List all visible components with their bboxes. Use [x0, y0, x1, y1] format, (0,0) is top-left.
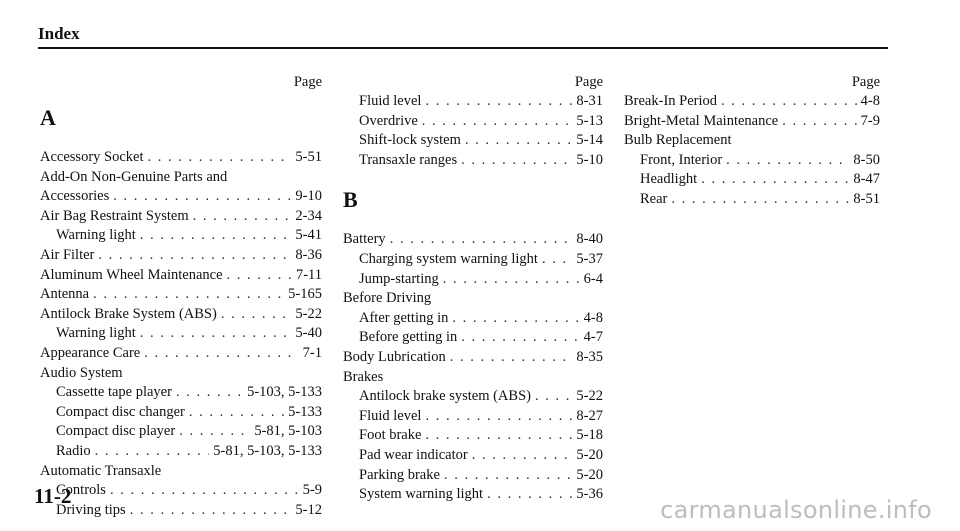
index-entry: [40, 442, 322, 462]
index-entry: [40, 285, 322, 305]
index-entry: [40, 383, 322, 403]
dot-leader: [452, 309, 579, 329]
index-entry: [624, 131, 880, 151]
index-entry-list: [343, 230, 603, 504]
index-entry-label: Shift-lock system: [359, 132, 461, 149]
index-entry-label: Front, Interior: [640, 151, 723, 168]
index-entry: [343, 230, 603, 250]
index-entry-label: Overdrive: [359, 112, 418, 129]
index-entry-label: Warning light: [56, 227, 136, 244]
index-entry: [343, 309, 603, 329]
index-entry: [40, 501, 322, 521]
index-column-1: [40, 72, 322, 520]
index-entry-label: Antilock Brake System (ABS): [40, 305, 217, 322]
index-entry: [343, 151, 603, 171]
index-entry-list: [40, 148, 322, 520]
dot-leader: [98, 246, 291, 266]
index-entry-label: Body Lubrication: [343, 348, 446, 365]
index-entry: [40, 226, 322, 246]
index-entry: [343, 289, 603, 309]
index-entry-page: 8-31: [576, 93, 603, 109]
index-entry-label: Brakes: [343, 368, 384, 385]
dot-leader: [465, 131, 573, 151]
index-entry-page: 5-165: [288, 286, 322, 303]
index-entry: [343, 407, 603, 427]
index-entry-label: Bright-Metal Maintenance: [624, 112, 779, 129]
index-entry: [343, 485, 603, 505]
dot-leader: [193, 207, 292, 227]
index-entry-list: [624, 92, 880, 210]
dot-leader: [671, 190, 849, 210]
index-entry-page: 5-37: [576, 250, 603, 267]
dot-leader: [179, 422, 250, 442]
dot-leader: [701, 170, 849, 190]
header-rule: [38, 47, 888, 49]
index-entry: [40, 403, 322, 423]
index-entry-label: Warning light: [56, 325, 136, 342]
index-entry-page: 5-12: [295, 501, 322, 518]
page-title: Index: [38, 24, 80, 43]
index-entry-page: 5-51: [295, 149, 322, 165]
index-entry: [624, 170, 880, 190]
index-entry-page: 7-9: [860, 112, 880, 129]
index-entry-page: 5-18: [576, 427, 603, 444]
index-entry-label: Antilock brake system (ABS): [359, 388, 531, 405]
index-entry: [624, 112, 880, 132]
dot-leader: [140, 324, 292, 344]
dot-leader: [130, 501, 292, 521]
dot-leader: [147, 148, 291, 168]
index-entry: [40, 148, 322, 168]
index-entry-page: 5-36: [576, 486, 603, 503]
index-entry-page: 4-8: [860, 93, 880, 109]
index-column-3: [624, 72, 880, 210]
dot-leader: [140, 226, 292, 246]
index-entry: [343, 328, 603, 348]
page-column-label: Page: [574, 74, 603, 90]
index-entry-label: Fluid level: [359, 407, 422, 424]
dot-leader: [726, 151, 849, 171]
index-entry-page: 7-1: [302, 344, 322, 361]
index-entry: [343, 131, 603, 151]
index-entry: [40, 168, 322, 188]
dot-leader: [227, 266, 292, 286]
index-entry: [343, 426, 603, 446]
index-entry-page: 5-81, 5-103, 5-133: [213, 442, 322, 459]
index-entry-page: 5-20: [576, 466, 603, 483]
index-entry-label: Driving tips: [56, 501, 126, 518]
index-entry: [343, 112, 603, 132]
dot-leader: [176, 383, 243, 403]
index-entry-label: Foot brake: [359, 427, 422, 444]
index-entry: [624, 92, 880, 112]
index-entry-label: Rear: [640, 190, 668, 207]
index-entry-label: Break-In Period: [624, 93, 718, 109]
dot-leader: [444, 466, 572, 486]
section-letter-b: B: [343, 187, 358, 213]
index-entry: [40, 462, 322, 482]
dot-leader: [461, 328, 579, 348]
index-entry: [343, 368, 603, 388]
index-entry-label: Compact disc player: [56, 423, 176, 440]
index-entry-label: Appearance Care: [40, 344, 141, 361]
dot-leader: [472, 446, 573, 466]
index-entry-page: 6-4: [583, 270, 603, 287]
index-entry: [624, 151, 880, 171]
dot-leader: [542, 250, 572, 270]
index-entry-page: 9-10: [295, 188, 322, 205]
index-entry-label: Accessory Socket: [40, 149, 144, 165]
index-entry: [40, 207, 322, 227]
dot-leader: [535, 387, 572, 407]
index-entry-page: 5-10: [576, 151, 603, 168]
index-entry-page: 8-50: [853, 151, 880, 168]
watermark: carmanualsonline.info: [660, 496, 932, 524]
index-entry: [40, 344, 322, 364]
index-entry-label: Automatic Transaxle: [40, 462, 162, 479]
page-number: 11-2: [34, 484, 72, 508]
dot-leader: [425, 426, 572, 446]
dot-leader: [443, 270, 580, 290]
index-entry-label: Accessories: [40, 188, 110, 205]
index-entry-label: Aluminum Wheel Maintenance: [40, 266, 223, 283]
index-entry-label: Air Bag Restraint System: [40, 207, 189, 224]
section-letter-a: A: [40, 105, 56, 130]
page-column-label: Page: [851, 74, 880, 90]
index-entry-label: Pad wear indicator: [359, 446, 468, 463]
index-entry-page: 5-40: [295, 325, 322, 342]
index-entry: [343, 446, 603, 466]
index-entry-page: 8-36: [295, 246, 322, 263]
index-entry-label: System warning light: [359, 486, 484, 503]
dot-leader: [782, 112, 856, 132]
index-entry: [40, 364, 322, 384]
index-entry: [40, 481, 322, 501]
index-entry-label: Bulb Replacement: [624, 132, 732, 149]
index-column-2: [343, 72, 603, 505]
index-entry-page: 5-13: [576, 112, 603, 129]
index-entry-label: Parking brake: [359, 466, 440, 483]
dot-leader: [189, 403, 284, 423]
index-entry-label: Jump-starting: [359, 270, 439, 287]
index-entry: [343, 92, 603, 112]
index-entry: [40, 422, 322, 442]
dot-leader: [461, 151, 572, 171]
index-entry-label: Audio System: [40, 364, 123, 381]
dot-leader: [221, 305, 292, 325]
dot-leader: [110, 481, 299, 501]
index-entry-label: After getting in: [359, 309, 449, 326]
index-entry-page: 5-20: [576, 446, 603, 463]
dot-leader: [450, 348, 573, 368]
dot-leader: [425, 92, 572, 112]
index-entry: [40, 305, 322, 325]
index-entry-page: 8-35: [576, 348, 603, 365]
index-entry-page: 5-14: [576, 132, 603, 149]
dot-leader: [487, 485, 572, 505]
index-entry-label: Cassette tape player: [56, 384, 172, 401]
index-entry: [343, 270, 603, 290]
index-entry-label: Battery: [343, 231, 386, 248]
index-entry: [343, 348, 603, 368]
index-entry-label: Before getting in: [359, 329, 458, 346]
index-entry-page: 7-11: [295, 266, 322, 283]
index-entry-label: Air Filter: [40, 246, 95, 263]
index-entry-page: 2-34: [295, 207, 322, 224]
index-entry: [40, 324, 322, 344]
index-entry-label: Headlight: [640, 171, 698, 188]
dot-leader: [425, 407, 572, 427]
dot-leader: [93, 285, 284, 305]
page-column-label: Page: [293, 74, 322, 90]
dot-leader: [144, 344, 298, 364]
index-entry-label: Charging system warning light: [359, 250, 538, 267]
index-entry-label: Compact disc changer: [56, 403, 185, 420]
index-entry: [40, 187, 322, 207]
index-entry: [624, 190, 880, 210]
index-entry-page: 8-47: [853, 171, 880, 188]
index-entry-page: 5-133: [288, 403, 322, 420]
dot-leader: [390, 230, 573, 250]
index-entry-label: Fluid level: [359, 93, 422, 109]
index-entry: [40, 266, 322, 286]
index-entry-label: Before Driving: [343, 290, 432, 307]
index-entry-label: Radio: [56, 442, 91, 459]
dot-leader: [113, 187, 291, 207]
dot-leader: [95, 442, 210, 462]
dot-leader: [721, 92, 857, 112]
index-entry-page: 5-22: [576, 388, 603, 405]
index-entry-label: Add-On Non-Genuine Parts and: [40, 168, 228, 185]
index-entry-list: [343, 92, 603, 170]
index-entry-label: Antenna: [40, 286, 90, 303]
index-entry-label: Controls: [56, 482, 106, 499]
index-entry-label: Transaxle ranges: [359, 151, 458, 168]
index-entry-page: 8-40: [576, 231, 603, 248]
index-entry-page: 4-7: [583, 329, 603, 346]
index-entry: [343, 387, 603, 407]
index-entry-page: 8-27: [576, 407, 603, 424]
index-entry: [343, 250, 603, 270]
index-entry: [40, 246, 322, 266]
index-entry-page: 5-103, 5-133: [247, 384, 322, 401]
index-entry-page: 5-9: [302, 482, 322, 499]
index-entry-page: 5-22: [295, 305, 322, 322]
index-entry-page: 5-81, 5-103: [254, 423, 322, 440]
dot-leader: [422, 112, 573, 132]
index-entry-page: 4-8: [583, 309, 603, 326]
index-entry-page: 5-41: [295, 227, 322, 244]
index-entry: [343, 466, 603, 486]
index-entry-page: 8-51: [853, 190, 880, 207]
